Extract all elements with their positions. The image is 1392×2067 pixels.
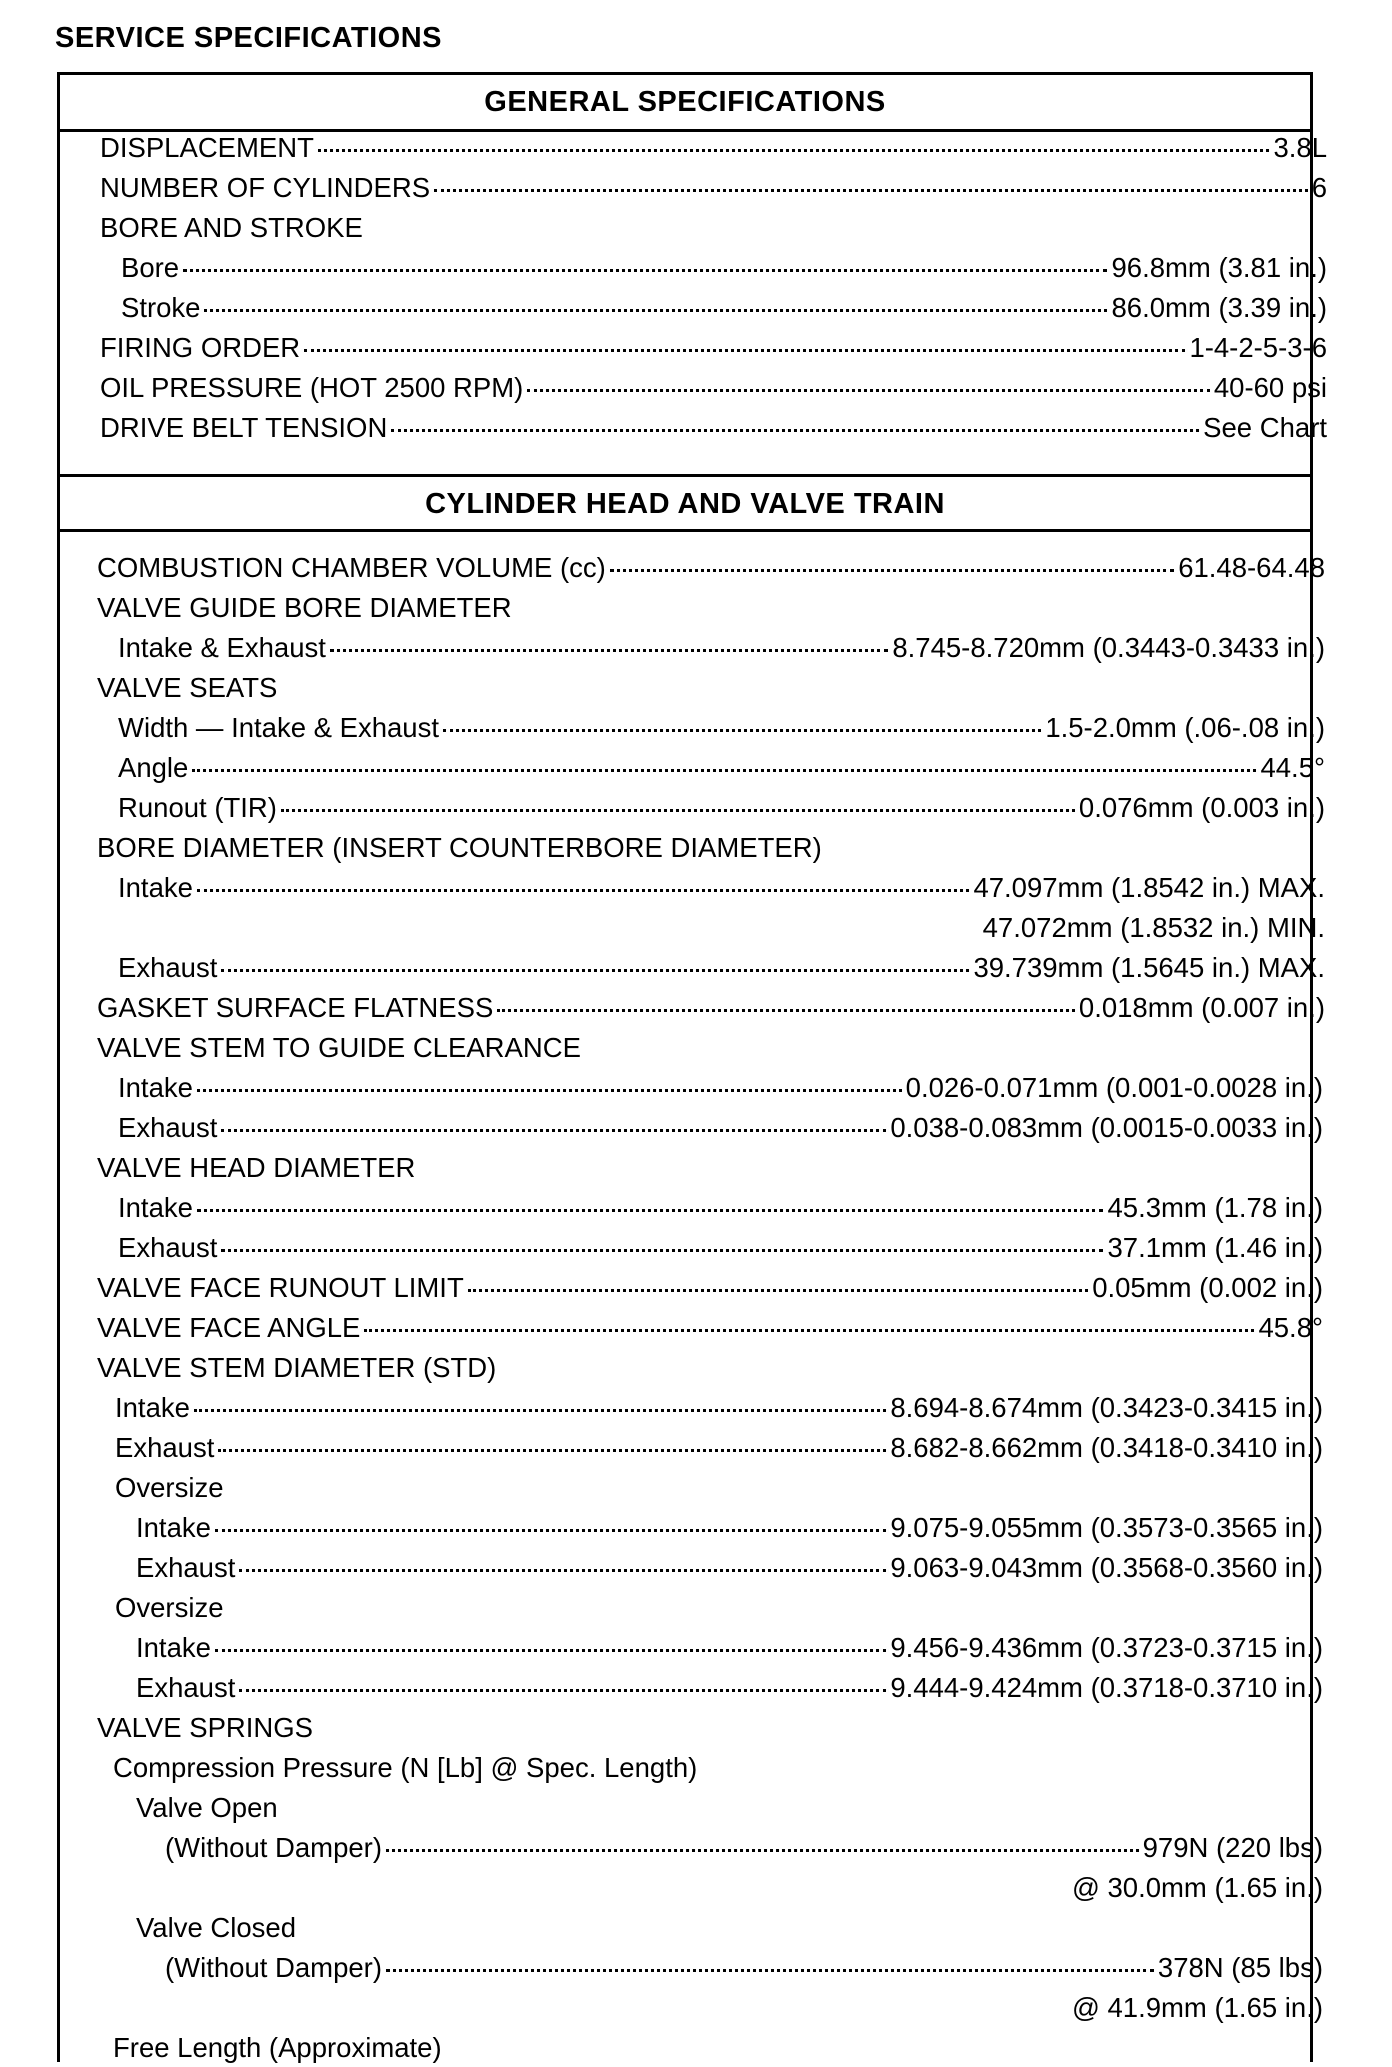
cylinder-spec-label: (Without Damper) — [165, 1952, 382, 1983]
general-spec-label: Stroke — [121, 292, 201, 323]
cylinder-spec-value: @ 30.0mm (1.65 in.) — [1071, 1872, 1323, 1903]
general-spec-row — [100, 408, 1327, 447]
cylinder-spec-label: Runout (TIR) — [118, 792, 277, 823]
dot-leader — [218, 1449, 886, 1452]
general-spec-value: 1-4-2-5-3-6 — [1189, 332, 1327, 363]
cylinder-spec-row — [118, 788, 1325, 827]
cylinder-spec-row — [97, 588, 512, 627]
general-spec-label: Bore — [121, 252, 180, 283]
cylinder-spec-row — [118, 948, 1325, 987]
cylinder-spec-label: Intake — [118, 1192, 193, 1223]
cylinder-spec-label: VALVE STEM TO GUIDE CLEARANCE — [97, 1032, 581, 1063]
dot-leader — [239, 1569, 886, 1572]
dot-leader — [443, 729, 1041, 732]
cylinder-spec-row — [118, 628, 1325, 667]
dot-leader — [192, 769, 1256, 772]
dot-leader — [318, 149, 1270, 152]
general-spec-row — [100, 368, 1327, 407]
dot-leader — [197, 1209, 1104, 1212]
cylinder-spec-row — [118, 908, 1325, 947]
general-spec-value: 96.8mm (3.81 in.) — [1111, 252, 1327, 283]
general-spec-value: 3.8L — [1273, 132, 1327, 163]
cylinder-spec-label: Exhaust — [136, 1672, 236, 1703]
cylinder-spec-value: 44.5° — [1260, 752, 1325, 783]
cylinder-spec-label: VALVE FACE ANGLE — [97, 1312, 361, 1343]
cylinder-spec-label: Valve Closed — [136, 1912, 296, 1943]
cylinder-spec-value: 9.063-9.043mm (0.3568-0.3560 in.) — [890, 1552, 1323, 1583]
general-spec-label: BORE AND STROKE — [100, 212, 363, 243]
cylinder-spec-label: Compression Pressure (N [Lb] @ Spec. Length) — [113, 1752, 698, 1783]
cylinder-spec-label: VALVE SEATS — [97, 672, 278, 703]
dot-leader — [221, 969, 969, 972]
cylinder-spec-value: @ 41.9mm (1.65 in.) — [1071, 1992, 1323, 2023]
cylinder-spec-value: 45.8° — [1258, 1312, 1323, 1343]
cylinder-spec-value: 61.48-64.48 — [1178, 552, 1325, 583]
general-spec-row — [100, 168, 1327, 207]
cylinder-spec-row — [97, 828, 822, 867]
dot-leader — [304, 349, 1185, 352]
cylinder-spec-label: Intake — [118, 872, 193, 903]
cylinder-spec-label: Intake — [136, 1512, 211, 1543]
general-specifications-header: GENERAL SPECIFICATIONS — [57, 75, 1313, 132]
cylinder-spec-row — [136, 1548, 1323, 1587]
cylinder-spec-row — [97, 1028, 581, 1067]
cylinder-spec-value: 47.072mm (1.8532 in.) MIN. — [982, 912, 1325, 943]
cylinder-spec-row — [97, 668, 277, 707]
dot-leader — [221, 1129, 886, 1132]
cylinder-spec-label: Valve Open — [136, 1792, 278, 1823]
cylinder-spec-label: Intake — [115, 1392, 190, 1423]
dot-leader — [183, 269, 1107, 272]
general-spec-value: 40-60 psi — [1213, 372, 1327, 403]
dot-leader — [194, 1409, 886, 1412]
cylinder-spec-value: 47.097mm (1.8542 in.) MAX. — [973, 872, 1325, 903]
dot-leader — [434, 189, 1308, 192]
general-spec-value: 6 — [1311, 172, 1327, 203]
general-spec-row — [100, 208, 363, 247]
cylinder-spec-row — [115, 1588, 224, 1627]
cylinder-spec-value: 8.694-8.674mm (0.3423-0.3415 in.) — [890, 1392, 1323, 1423]
dot-leader — [386, 1969, 1154, 1972]
cylinder-spec-label: VALVE HEAD DIAMETER — [97, 1152, 416, 1183]
cylinder-spec-row — [118, 1188, 1323, 1227]
cylinder-spec-label: (Without Damper) — [165, 1832, 382, 1863]
cylinder-spec-value: 979N (220 lbs) — [1142, 1832, 1323, 1863]
dot-leader — [527, 389, 1210, 392]
cylinder-spec-label: Intake & Exhaust — [118, 632, 326, 663]
cylinder-spec-row — [118, 708, 1325, 747]
cylinder-spec-row — [136, 1628, 1323, 1667]
general-spec-row — [100, 128, 1327, 167]
general-spec-row — [121, 288, 1327, 327]
dot-leader — [364, 1329, 1254, 1332]
cylinder-spec-label: Exhaust — [115, 1432, 215, 1463]
cylinder-spec-value: 378N (85 lbs) — [1157, 1952, 1323, 1983]
general-spec-label: FIRING ORDER — [100, 332, 301, 363]
cylinder-spec-row — [165, 1828, 1323, 1867]
cylinder-spec-value: 8.745-8.720mm (0.3443-0.3433 in.) — [892, 632, 1325, 663]
cylinder-head-header: CYLINDER HEAD AND VALVE TRAIN — [57, 474, 1313, 532]
cylinder-spec-value: 45.3mm (1.78 in.) — [1107, 1192, 1323, 1223]
cylinder-spec-value: 39.739mm (1.5645 in.) MAX. — [973, 952, 1325, 983]
dot-leader — [197, 1089, 902, 1092]
cylinder-spec-value: 37.1mm (1.46 in.) — [1107, 1232, 1323, 1263]
cylinder-spec-label: GASKET SURFACE FLATNESS — [97, 992, 494, 1023]
general-spec-row — [100, 328, 1327, 367]
dot-leader — [215, 1529, 886, 1532]
dot-leader — [221, 1249, 1103, 1252]
cylinder-spec-row — [113, 1748, 697, 1787]
dot-leader — [610, 569, 1174, 572]
cylinder-spec-value: 0.05mm (0.002 in.) — [1092, 1272, 1323, 1303]
page-title: SERVICE SPECIFICATIONS — [55, 22, 442, 54]
cylinder-spec-label: Free Length (Approximate) — [113, 2032, 442, 2063]
cylinder-spec-row — [136, 1668, 1323, 1707]
cylinder-spec-row — [115, 1468, 224, 1507]
cylinder-spec-row — [118, 748, 1325, 787]
dot-leader — [239, 1689, 886, 1692]
cylinder-spec-label: VALVE STEM DIAMETER (STD) — [97, 1352, 497, 1383]
cylinder-spec-row — [136, 1908, 296, 1947]
cylinder-spec-row — [118, 1228, 1323, 1267]
cylinder-spec-row — [118, 1108, 1323, 1147]
cylinder-spec-value: 0.038-0.083mm (0.0015-0.0033 in.) — [890, 1112, 1323, 1143]
cylinder-spec-label: Width — Intake & Exhaust — [118, 712, 439, 743]
cylinder-spec-value: 9.456-9.436mm (0.3723-0.3715 in.) — [890, 1632, 1323, 1663]
cylinder-spec-row — [165, 1948, 1323, 1987]
cylinder-spec-label: Exhaust — [136, 1552, 236, 1583]
cylinder-spec-row — [118, 1068, 1323, 1107]
cylinder-spec-row — [118, 868, 1325, 907]
cylinder-spec-label: COMBUSTION CHAMBER VOLUME (cc) — [97, 552, 606, 583]
general-spec-label: DISPLACEMENT — [100, 132, 314, 163]
cylinder-spec-row — [165, 1988, 1323, 2027]
cylinder-spec-row — [97, 988, 1325, 1027]
cylinder-spec-value: 0.026-0.071mm (0.001-0.0028 in.) — [905, 1072, 1323, 1103]
dot-leader — [197, 889, 970, 892]
dot-leader — [391, 429, 1199, 432]
cylinder-spec-label: VALVE GUIDE BORE DIAMETER — [97, 592, 512, 623]
dot-leader — [497, 1009, 1075, 1012]
cylinder-spec-label: Angle — [118, 752, 189, 783]
general-spec-label: NUMBER OF CYLINDERS — [100, 172, 431, 203]
cylinder-spec-row — [97, 1308, 1323, 1347]
cylinder-spec-row — [115, 1428, 1323, 1467]
cylinder-spec-label: VALVE SPRINGS — [97, 1712, 313, 1743]
dot-leader — [215, 1649, 886, 1652]
cylinder-spec-row — [136, 1788, 278, 1827]
cylinder-spec-value: 0.018mm (0.007 in.) — [1078, 992, 1325, 1023]
cylinder-spec-row — [165, 1868, 1323, 1907]
cylinder-spec-row — [97, 1708, 313, 1747]
cylinder-spec-row — [97, 1348, 496, 1387]
cylinder-spec-label: Exhaust — [118, 1232, 218, 1263]
cylinder-spec-value: 1.5-2.0mm (.06-.08 in.) — [1045, 712, 1325, 743]
general-spec-label: OIL PRESSURE (HOT 2500 RPM) — [100, 372, 524, 403]
cylinder-spec-value: 0.076mm (0.003 in.) — [1078, 792, 1325, 823]
general-spec-row — [121, 248, 1327, 287]
general-spec-label: DRIVE BELT TENSION — [100, 412, 388, 443]
cylinder-spec-row — [136, 1508, 1323, 1547]
cylinder-spec-label: Oversize — [115, 1592, 224, 1623]
cylinder-spec-label: Exhaust — [118, 1112, 218, 1143]
cylinder-spec-label: Oversize — [115, 1472, 224, 1503]
dot-leader — [330, 649, 888, 652]
cylinder-spec-value: 9.444-9.424mm (0.3718-0.3710 in.) — [890, 1672, 1323, 1703]
dot-leader — [281, 809, 1075, 812]
dot-leader — [204, 309, 1107, 312]
cylinder-spec-value: 8.682-8.662mm (0.3418-0.3410 in.) — [890, 1432, 1323, 1463]
cylinder-spec-row — [97, 1148, 415, 1187]
general-spec-value: 86.0mm (3.39 in.) — [1111, 292, 1327, 323]
cylinder-spec-row — [97, 1268, 1323, 1307]
general-spec-value: See Chart — [1203, 412, 1327, 443]
dot-leader — [468, 1289, 1088, 1292]
cylinder-spec-value: 9.075-9.055mm (0.3573-0.3565 in.) — [890, 1512, 1323, 1543]
cylinder-spec-row — [97, 548, 1325, 587]
cylinder-spec-label: Intake — [136, 1632, 211, 1663]
cylinder-spec-row — [115, 1388, 1323, 1427]
cylinder-spec-label: Exhaust — [118, 952, 218, 983]
cylinder-spec-row — [113, 2028, 442, 2067]
cylinder-spec-label: Intake — [118, 1072, 193, 1103]
cylinder-spec-label: BORE DIAMETER (INSERT COUNTERBORE DIAMETER) — [97, 832, 822, 863]
dot-leader — [386, 1849, 1139, 1852]
cylinder-spec-label: VALVE FACE RUNOUT LIMIT — [97, 1272, 464, 1303]
